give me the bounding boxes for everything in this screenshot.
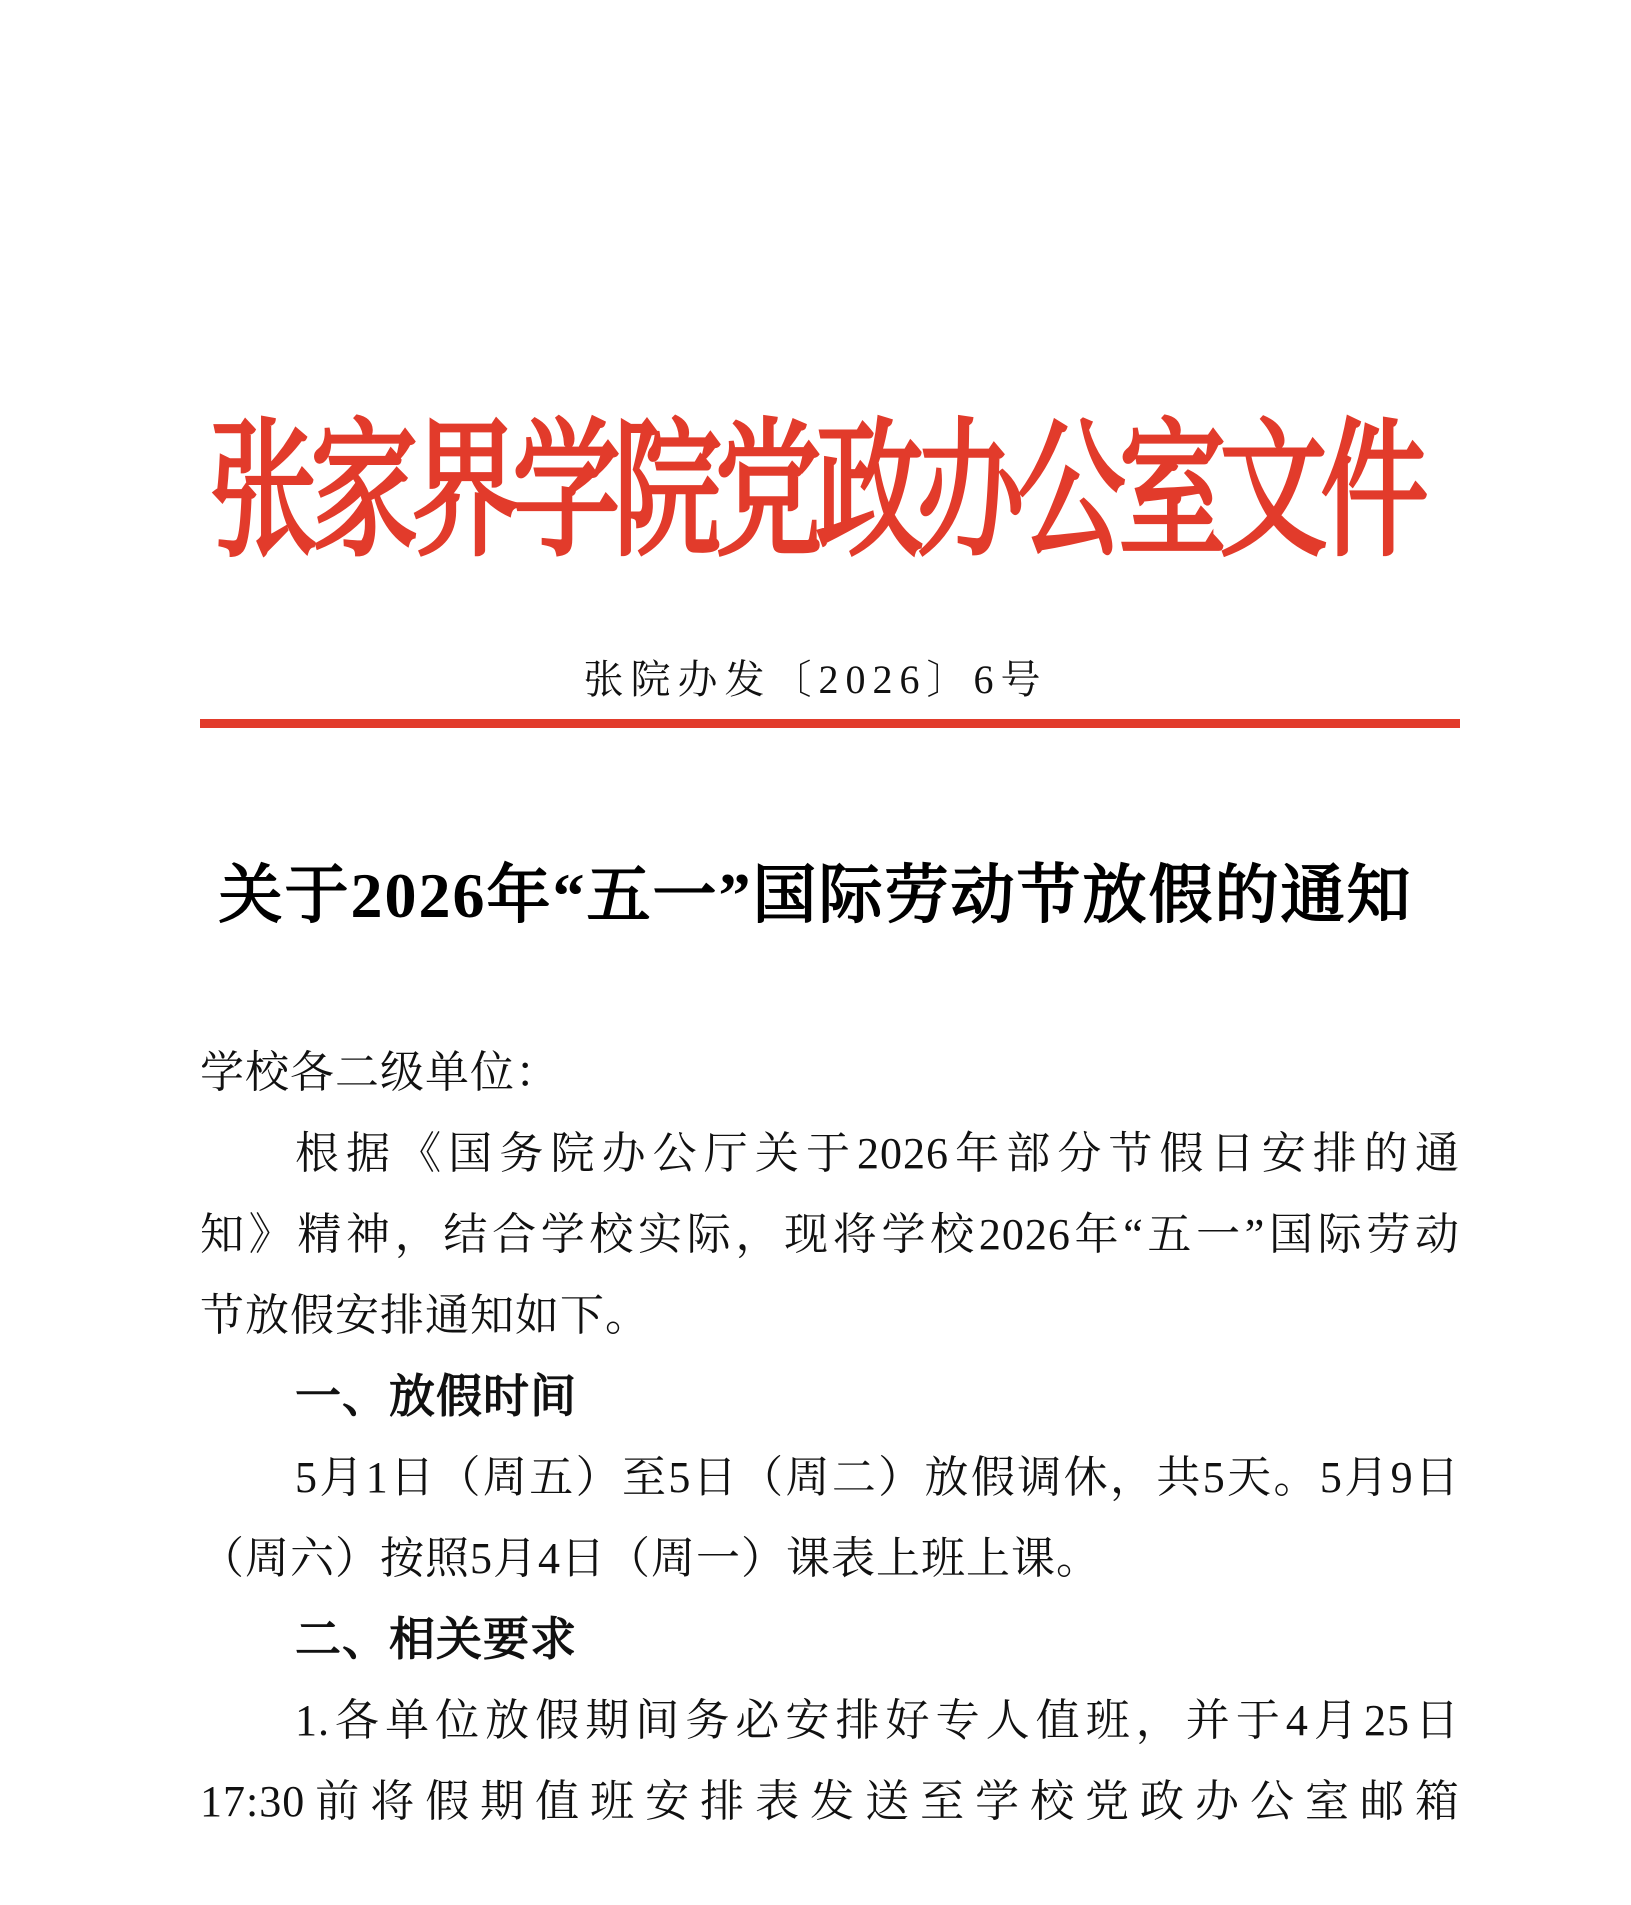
- body-line: 1.各单位放假期间务必安排好专人值班，并于4月25日: [295, 1696, 1460, 1745]
- notice-body: [200, 1032, 1460, 1842]
- salutation-line: 学校各二级单位：: [200, 1048, 560, 1097]
- notice-title: 关于2026年“五一”国际劳动节放假的通知: [218, 860, 1413, 931]
- red-letterhead-title: 张家界学院党政办公室文件: [209, 411, 1422, 576]
- section-heading-requirements: 二、相关要求: [295, 1613, 577, 1665]
- body-line: 节放假安排通知如下。: [200, 1291, 650, 1340]
- body-line: 17:30前将假期值班安排表发送至学校党政办公室邮箱: [200, 1777, 1460, 1826]
- document-number: 张院办发〔2026〕6号: [583, 657, 1048, 702]
- body-line: （周六）按照5月4日（周一）课表上班上课。: [200, 1534, 1101, 1583]
- red-separator-rule: [200, 719, 1460, 728]
- body-line: 5月1日（周五）至5日（周二）放假调休，共5天。5月9日: [295, 1453, 1460, 1502]
- body-line: 根据《国务院办公厅关于2026年部分节假日安排的通: [295, 1129, 1460, 1178]
- body-line: 知》精神，结合学校实际，现将学校2026年“五一”国际劳动: [200, 1210, 1460, 1259]
- section-heading-holiday-time: 一、放假时间: [295, 1370, 577, 1422]
